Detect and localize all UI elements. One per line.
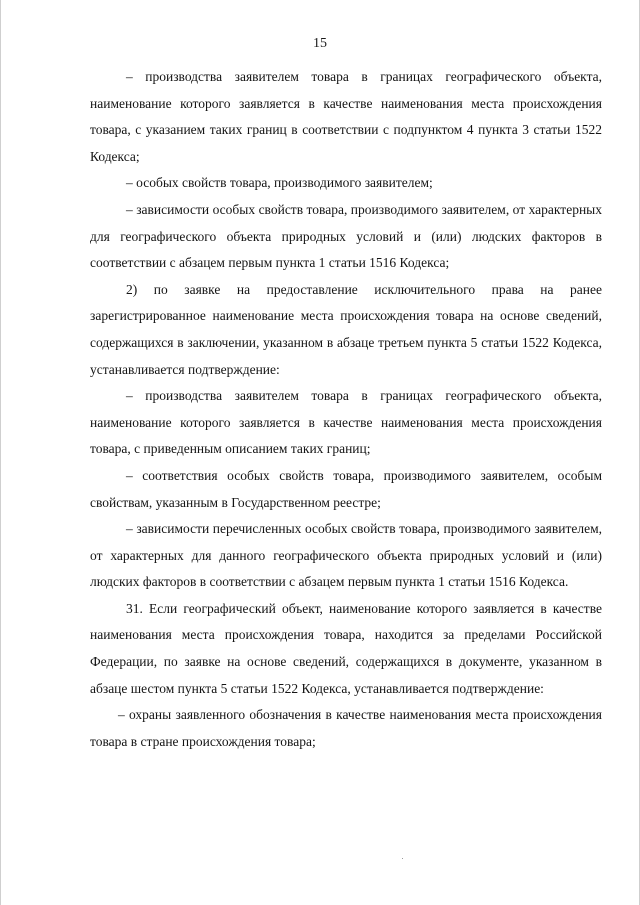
scan-speck — [402, 858, 403, 859]
page-number: 15 — [313, 36, 327, 51]
paragraph-production-described-boundaries: – производства заявителем товара в границах географического объекта, наименование которого заявляется в качестве наименования места происхождения товара, с приведенным описанием таких границ; — [90, 388, 602, 457]
paragraph-production-boundaries: – производства заявителем товара в границах географического объекта, наименование которого заявляется в качестве наименования места происхождения товара, с указанием таких границ в соответствии с подпунктом 4 пункта 3 статьи 1522 Кодекса; — [90, 69, 602, 164]
paragraph-protection-designation: – охраны заявленного обозначения в качестве наименования места происхождения товара в стране происхождения товара; — [90, 707, 602, 749]
paragraph-item-2: 2) по заявке на предоставление исключительного права на ранее зарегистрированное наименование места происхождения товара на основе сведений, содержащихся в заключении, указанном в абзаце третьем пункта 5 статьи 1522 Кодекса, устанавливается подтверждение: — [90, 281, 602, 377]
paragraph-conformity-properties: – соответствия особых свойств товара, производимого заявителем, особым свойствам, указанным в Государственном реестре; — [90, 467, 602, 510]
document-body — [90, 64, 602, 755]
paragraph-item-31: 31. Если географический объект, наименование которого заявляется в качестве наименования места происхождения товара, находится за пределами Российской Федерации, по заявке на основе сведений, содержащихся в документе, указанном в абзаце шестом пункта 5 статьи 1522 Кодекса, устанавливается подтверждение: — [90, 600, 602, 696]
paragraph-special-properties: – особых свойств товара, производимого заявителем; — [126, 175, 433, 191]
paragraph-dependence-listed-properties: – зависимости перечисленных особых свойств товара, производимого заявителем, от характерных для данного географического объекта природных условий и (или) людских факторов в соответствии с абзацем первым пункта 1 статьи 1516 Кодекса. — [90, 521, 602, 590]
paragraph-dependence-on-conditions: – зависимости особых свойств товара, производимого заявителем, от характерных для географического объекта природных условий и (или) людских факторов в соответствии с абзацем первым пункта 1 статьи 1516 Кодекса; — [90, 201, 602, 271]
